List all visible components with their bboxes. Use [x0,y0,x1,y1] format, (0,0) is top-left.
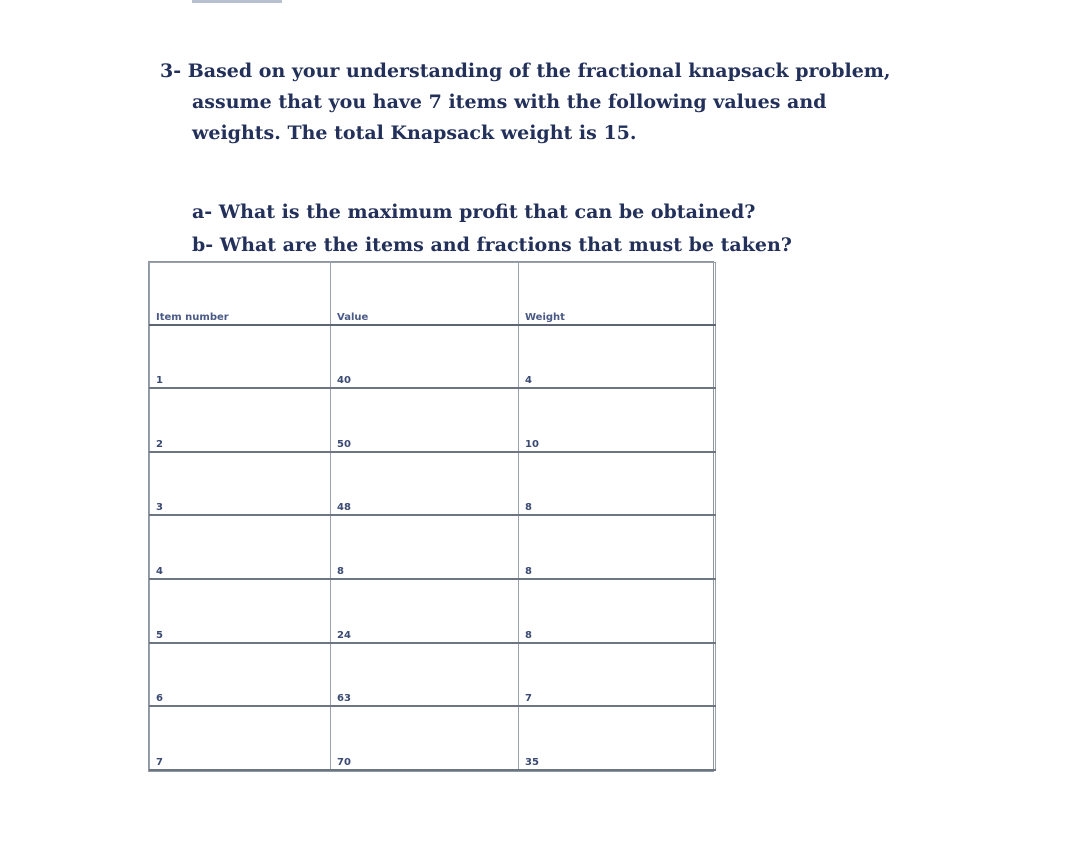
cell-value: 70 [331,706,519,770]
table-row [150,706,716,770]
cell-value: 8 [331,515,519,579]
header-value: Value [331,263,519,325]
question-line-3: weights. The total Knapsack weight is 15. [192,122,637,144]
table-row [150,579,716,643]
cell-weight: 10 [519,388,716,452]
cell-item-number: 1 [150,325,331,389]
table-row [150,452,716,516]
cell-item-number: 6 [150,643,331,707]
cell-value: 63 [331,643,519,707]
cell-item-number: 2 [150,388,331,452]
table-row [150,643,716,707]
cell-weight: 8 [519,579,716,643]
sub-question-b: b- What are the items and fractions that must be taken? [192,234,792,256]
cell-item-number: 3 [150,452,331,516]
cell-item-number: 5 [150,579,331,643]
cell-value: 24 [331,579,519,643]
cell-item-number: 4 [150,515,331,579]
table-row [150,515,716,579]
question-text [160,56,960,149]
cell-weight: 4 [519,325,716,389]
cell-weight: 35 [519,706,716,770]
table-row [150,325,716,389]
table-row [150,388,716,452]
cell-value: 50 [331,388,519,452]
items-table-container [148,261,714,772]
sub-question-a: a- What is the maximum profit that can be obtained? [192,201,756,223]
sub-questions [192,196,792,262]
cell-value: 40 [331,325,519,389]
cell-weight: 8 [519,515,716,579]
top-edge-mark [192,0,282,3]
question-line-2: assume that you have 7 items with the following values and [192,91,827,113]
header-weight: Weight [519,263,716,325]
cell-weight: 8 [519,452,716,516]
cell-weight: 7 [519,643,716,707]
table-header-row [150,263,716,325]
header-item-number: Item number [150,263,331,325]
cell-item-number: 7 [150,706,331,770]
cell-value: 48 [331,452,519,516]
question-line-1: 3- Based on your understanding of the fractional knapsack problem, [160,60,891,82]
items-table [149,262,716,771]
